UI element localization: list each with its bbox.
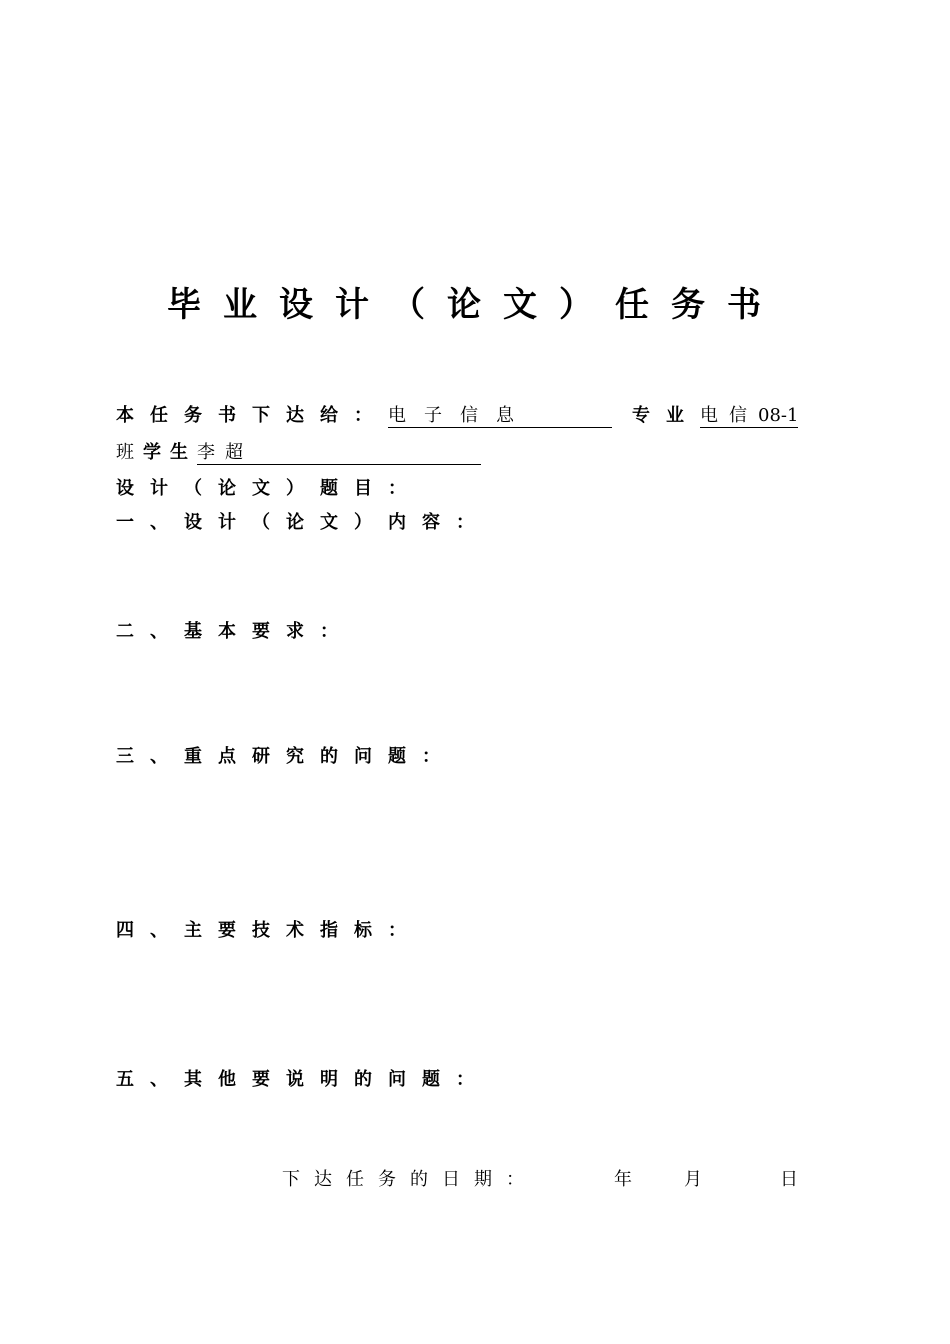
student-label: 学生 [143,442,197,463]
section-1-heading [116,511,490,535]
student-line [116,441,481,465]
section-1-label: 设计（论文）内容： [184,512,490,533]
topic-label: 设计（论文）题目： [116,478,422,499]
section-2-heading [116,620,354,644]
issue-date-label: 下达任务的日期： [282,1169,538,1190]
issue-date-day: 日 [780,1169,812,1190]
section-4-number: 四、 [116,920,184,941]
issue-date-line [282,1168,812,1192]
major-value: 电子信息 [388,405,612,428]
class-number: 08-1 [758,405,799,426]
section-1-number: 一、 [116,512,184,533]
student-name-value: 李超 [197,442,481,465]
section-4-label: 主要技术指标： [184,920,422,941]
class-label: 班 [116,442,143,463]
assignment-line [116,404,798,428]
section-4-heading [116,919,422,943]
issue-date-month: 月 [684,1169,716,1190]
section-2-number: 二、 [116,621,184,642]
major-label: 专业 [632,405,700,426]
class-value: 电信 [700,405,758,426]
document-title: 毕业设计（论文）任务书 [167,285,783,325]
section-2-label: 基本要求： [184,621,354,642]
section-3-number: 三、 [116,746,184,767]
section-3-heading [116,745,456,769]
issue-date-year: 年 [614,1169,646,1190]
section-5-heading [116,1068,490,1092]
assignment-label: 本任务书下达给： [116,405,388,426]
section-3-label: 重点研究的问题： [184,746,456,767]
section-5-number: 五、 [116,1069,184,1090]
class-value-field [700,405,798,428]
section-5-label: 其他要说明的问题： [184,1069,490,1090]
